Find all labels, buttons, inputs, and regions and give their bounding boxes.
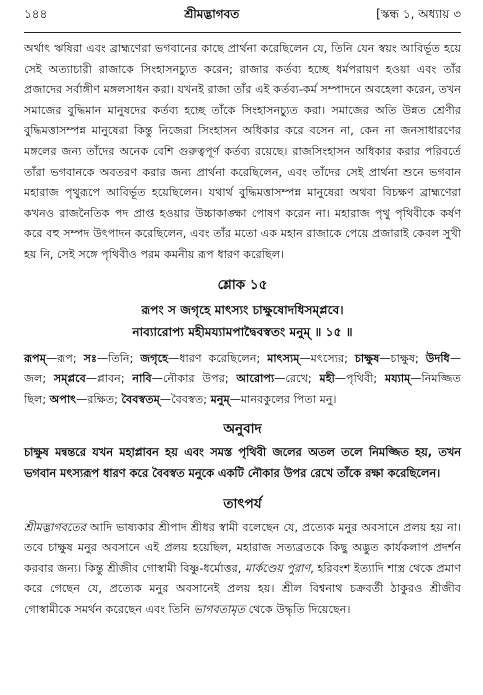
synonym-meaning: ধারণ করেছিলেন;: [179, 351, 268, 365]
page-number: ১৪৪: [24, 7, 48, 21]
synonym-word: উদধি: [425, 351, 450, 365]
purport-text-2: আদি ভাষ্যকার শ্রীপাদ শ্রীধর স্বামী বলেছেন যে, প্রত্যেক মনুর অবসানে প্রলয় হয় না। তবে চাক্ষুষ মনুর অবসানে এই প্রলয় হয়েছিল, মহারাজ সত্যব্রতকে কিছু অদ্ভুত কার্যকলাপ প্রদর্শন করবার জন্য। কিন্তু শ্রীজীব গোস্বামী বিষ্ণু-ধর্মোত্তর,: [24, 520, 461, 575]
synonym-word: জগৃহে: [140, 351, 168, 365]
synonym-meaning: রেখে;: [285, 372, 320, 386]
translation-heading: অনুবাদ: [223, 421, 262, 438]
synonym-meaning: নৌকার উপর;: [162, 372, 237, 386]
synonym-word: মনুম্: [210, 392, 230, 406]
purport-italic-3: মার্কণ্ডেয় পুরাণ: [244, 561, 311, 575]
section-label: [স্কন্ধ ১, অধ্যায় ৩: [376, 7, 461, 21]
purport-heading: তাৎপর্য: [223, 495, 262, 512]
synonym-word: বৈবস্বতম্: [121, 392, 160, 406]
book-title: শ্রীমদ্ভাগবত: [184, 7, 240, 21]
synonym-meaning: রূপ;: [57, 351, 84, 365]
synonym-meaning: তিনি;: [108, 351, 141, 365]
verse-heading: শ্লোক ১৫: [217, 276, 268, 293]
synonym-meaning: চাক্ষুষ;: [390, 351, 426, 365]
synonym-word: ময্যাম্: [385, 372, 411, 386]
intro-paragraph: অর্থাৎ ঋষিরা এবং ব্রাহ্মণেরা ভগবানের কাছে প্রার্থনা করেছিলেন যে, তিনি যেন স্বয়ং আবির্ভূত হয়ে সেই অত্যাচারী রাজাকে সিংহাসনচ্যুত করেন; রাজার কর্তব্য হচ্ছে ধর্মপরায়ণ হওয়া এবং তাঁর প্রজাদের সর্বাঙ্গীণ মঙ্গলসাধন করা। যখনই রাজা তাঁর এই কর্তব্য-কর্ম সম্পাদনে অবহেলা করেন, তখন সমাজের বুদ্ধিমান মানুষদের কর্তব্য হচ্ছে তাঁকে সিংহাসনচ্যুত করা। সমাজের অতি উন্নত শ্রেণীর বুদ্ধিমত্তাসম্পন্ন মানুষেরা কিন্তু নিজেরা সিংহাসন অধিকার করে বসেন না, কেন না জনসাধারণের মঙ্গলের জন্য তাঁদের অনেক বেশি গুরুত্বপূর্ণ কর্তব্য রয়েছে। রাজসিংহাসন অধিকার করার পরিবর্তে তাঁরা ভগবানকে অবতরণ করার জন্য প্রার্থনা করেছিলেন, এবং তাঁদের সেই প্রার্থনা শুনে ভগবান মহারাজ পৃথুরূপে আবির্ভূত হয়েছিলেন। যথার্থ বুদ্ধিমত্তাসম্পন্ন মানুষেরা অথবা বিচক্ষণ ব্রাহ্মণেরা কখনও রাজনৈতিক পদ প্রাপ্ত হওয়ার উচ্চাকাঙ্ক্ষা পোষণ করেন না। মহারাজ পৃথু পৃথিবীকে কর্ষণ করে বহু সম্পদ উৎপাদন করেছিলেন, এবং তাঁর মতো এক মহান রাজাকে পেয়ে প্রজারাই কেবল সুখী হয় নি, সেই সঙ্গে পৃথিবীও পরম কমনীয় রূপ ধারণ করেছিল।: [24, 42, 461, 261]
synonym-word: মাৎস্যম্: [267, 351, 300, 365]
synonym-word: মহী: [319, 372, 335, 386]
purport-text: [24, 518, 461, 621]
purport-italic-1: শ্রীমদ্ভাগবতের: [24, 520, 86, 534]
purport-italic-5: ভাগবতামৃত: [193, 602, 246, 616]
verse-line-1: রূপং স জগৃহে মাৎস্যং চাক্ষুষোদধিসম্প্লবে।: [141, 302, 344, 317]
synonym-meaning: মৎস্যের;: [310, 351, 355, 365]
translation-text: চাক্ষুষ মন্বন্তরে যখন মহাপ্লাবন হয় এবং সমস্ত পৃথিবী জলের অতল তলে নিমজ্জিত হয়, তখন ভগবান মৎস্যরূপ ধারণ করে বৈবস্বত মনুকে একটি নৌকার উপর রেখে তাঁকে রক্ষা করেছিলেন।: [24, 446, 461, 480]
synonym-word: অপাৎ: [49, 392, 77, 406]
synonym-meaning: প্লাবন;: [97, 372, 133, 386]
synonym-word: নাবি: [132, 372, 152, 386]
synonym-word: চাক্ষুষ: [354, 351, 380, 365]
header-rule: [24, 32, 461, 33]
purport-text-4: , হরিবংশ ইত্যাদি শাস্ত্র থেকে প্রমাণ করে গেছেন যে, প্রত্যেক মনুর অবসানেই প্রলয় হয়। শ্রীল বিশ্বনাথ চক্রবর্তী ঠাকুরও শ্রীজীব গোস্বামীকে সমর্থন করেছেন এবং তিনি: [24, 561, 462, 616]
synonym-word: সঃ: [83, 351, 97, 365]
synonym-word: আরোপ্য: [236, 372, 275, 386]
synonym-meaning: পৃথিবী;: [345, 372, 385, 386]
synonyms-block: রূপম্—রূপ; সঃ—তিনি; জগৃহে—ধারণ করেছিলেন; মাৎস্যম্—মৎস্যের; চাক্ষুষ—চাক্ষুষ; উদধি—জল; সম্প্লবে—প্লাবন; নাবি—নৌকার উপর; আরোপ্য—রেখে; মহী—পৃথিবী; ময্যাম্—নিমজ্জিত ছিল; অপাৎ—রক্ষিত; বৈবস্বতম্—বৈবস্বত; মনুম্—মানবকুলের পিতা মনু।: [24, 351, 461, 406]
synonym-meaning: মানবকুলের পিতা মনু।: [240, 392, 337, 406]
synonym-word: রূপম্: [24, 351, 46, 365]
synonym-meaning: নিমজ্জিত ছিল;: [24, 372, 461, 406]
page-header: [24, 0, 461, 32]
synonym-meaning: বৈবস্বত;: [171, 392, 211, 406]
synonym-word: সম্প্লবে: [53, 372, 86, 386]
purport-text-6: থেকে উদ্ধৃতি দিয়েছেন।: [245, 602, 351, 616]
synonym-meaning: জল;: [24, 372, 54, 386]
verse-line-2: নাব্যারোপ্য মহীময্যামপাদ্বৈবস্বতং মনুম্ ॥ ১৫ ॥: [132, 324, 353, 339]
synonym-meaning: রক্ষিত;: [87, 392, 122, 406]
